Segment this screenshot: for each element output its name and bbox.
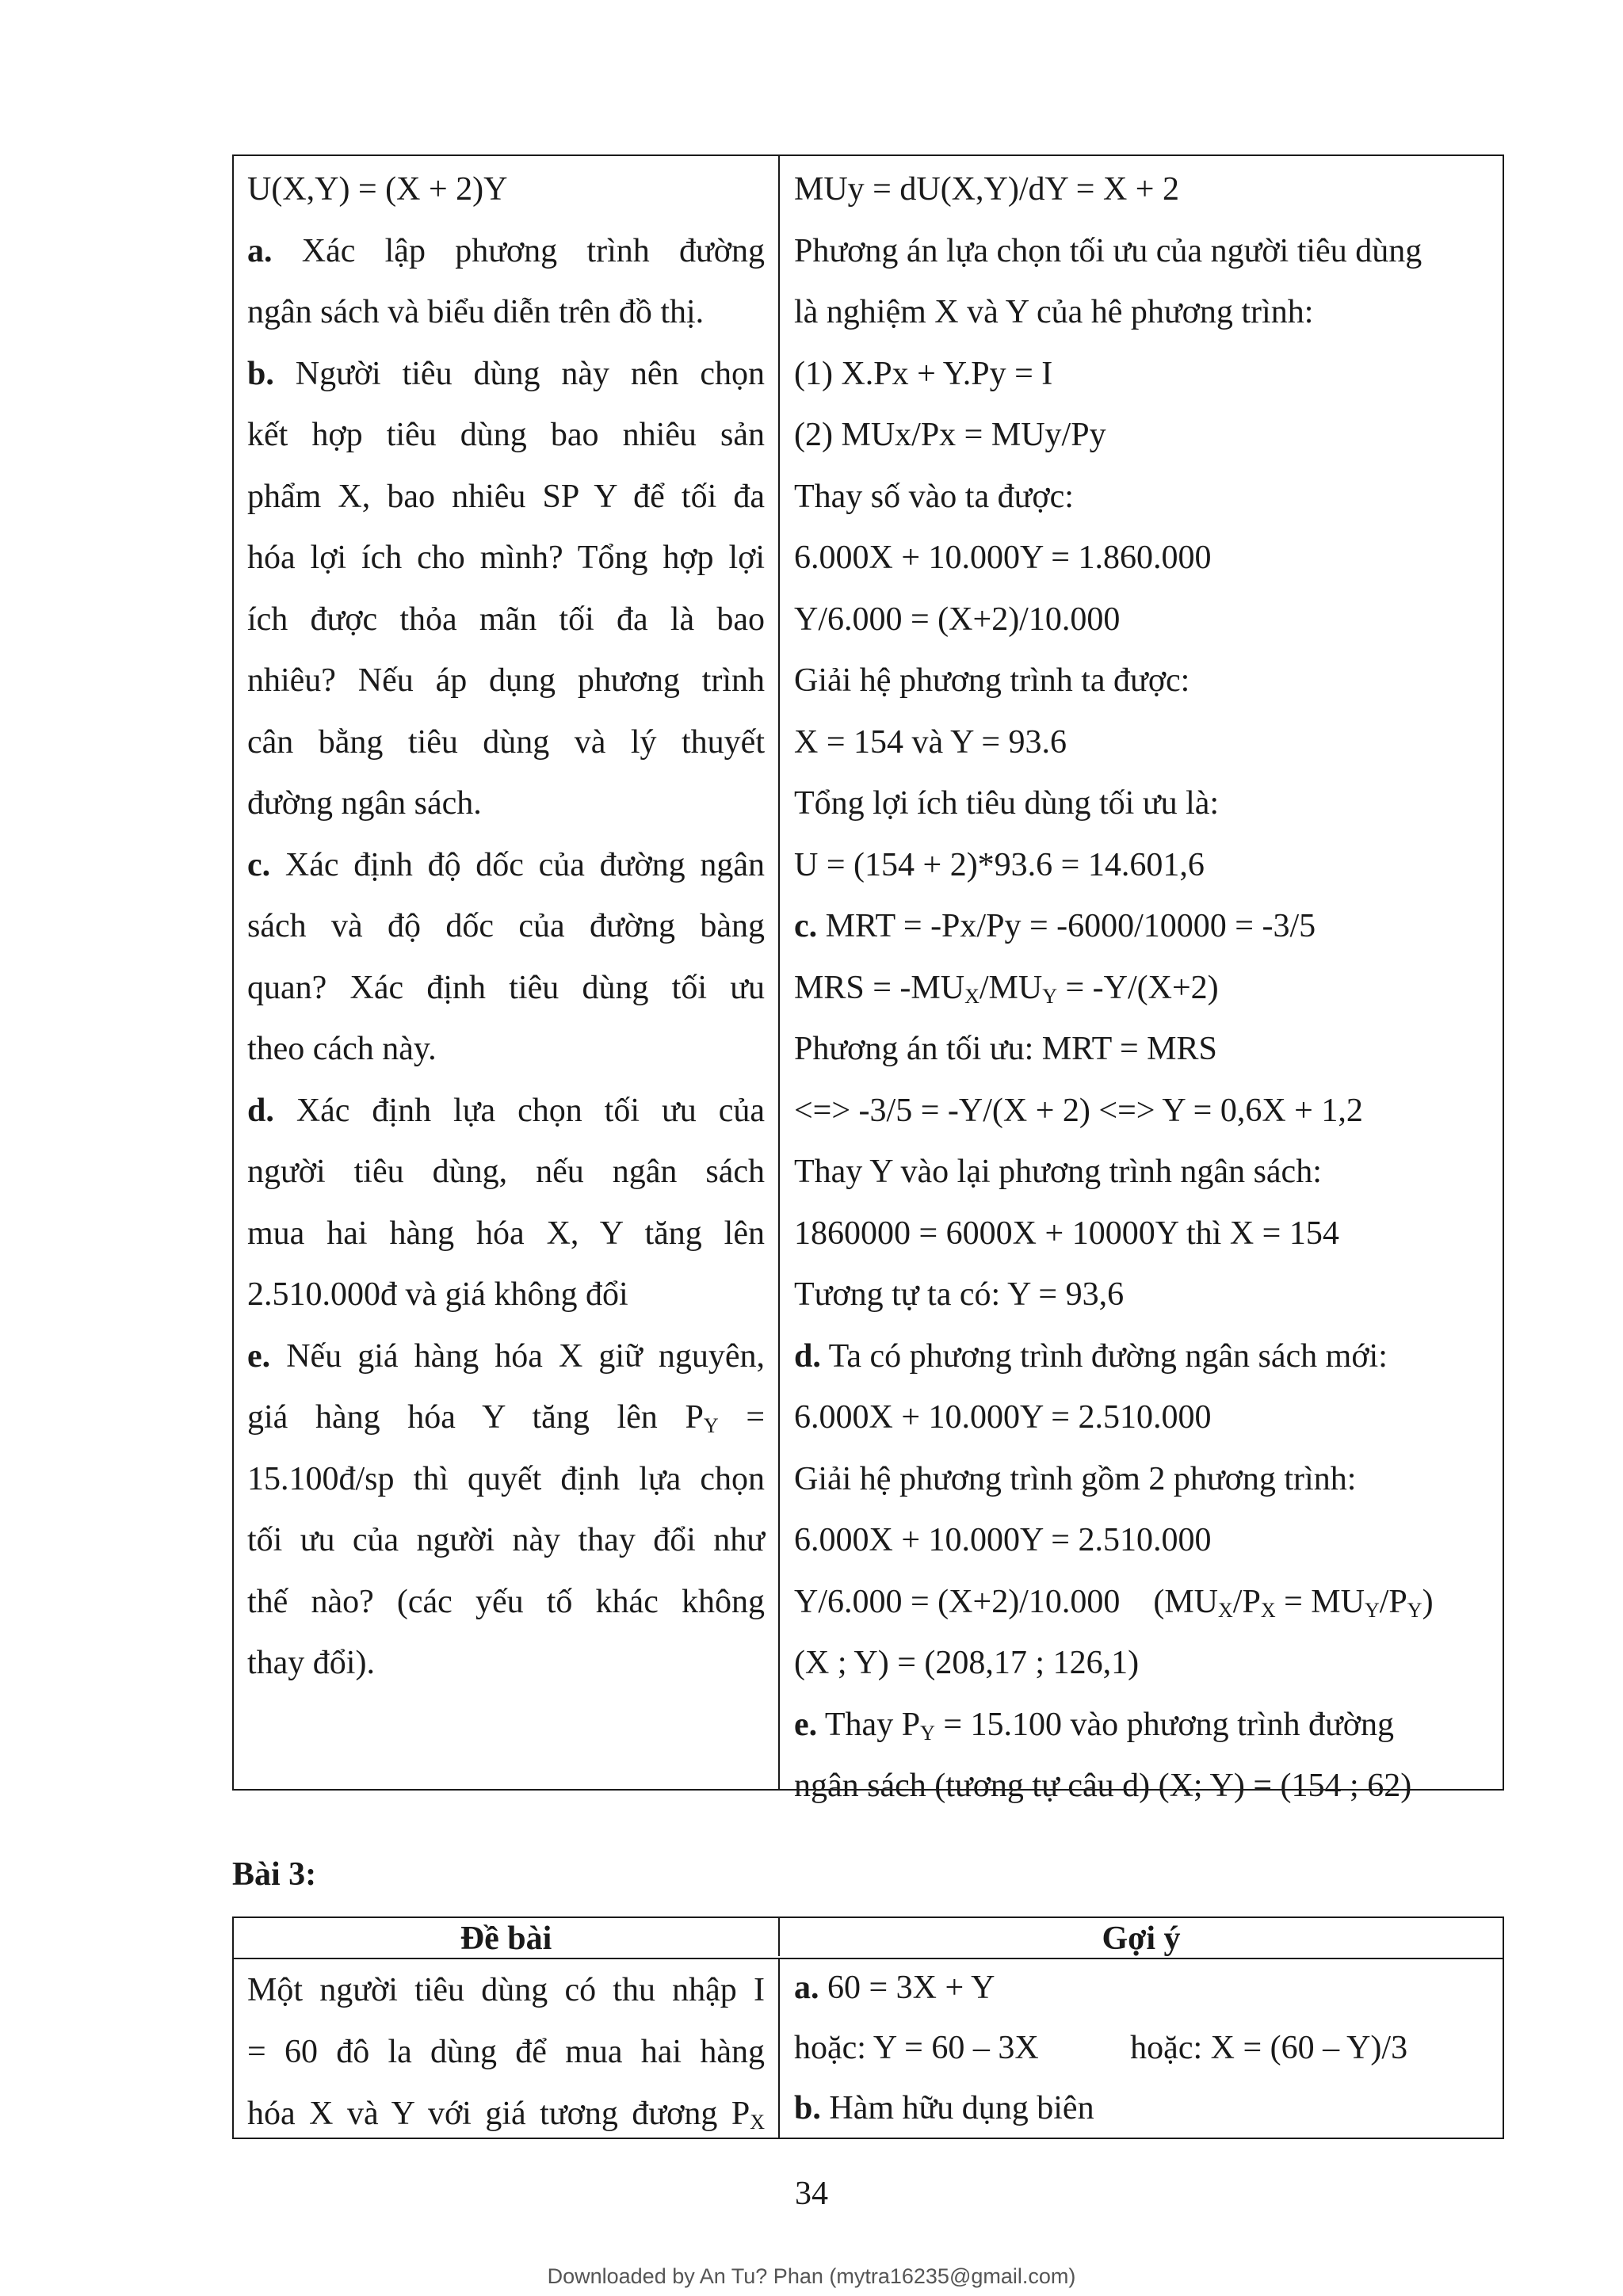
answer-line: Thay số vào ta được: bbox=[794, 478, 1074, 515]
answer-line: X = 154 và Y = 93.6 bbox=[794, 723, 1067, 761]
problem-line: Một người tiêu dùng có thu nhập I bbox=[247, 1972, 765, 2008]
question-e-line: 15.100đ/sp thì quyết định lựa chọn bbox=[247, 1460, 765, 1497]
utility-function: U(X,Y) = (X + 2)Y bbox=[247, 171, 508, 208]
question-b-line: phẩm X, bao nhiêu SP Y để tối đa bbox=[247, 478, 765, 515]
question-e-line: thế nào? (các yếu tố khác không bbox=[247, 1583, 765, 1620]
question-b-line: cân bằng tiêu dùng và lý thuyết bbox=[247, 723, 765, 761]
question-e-line: e. Nếu giá hàng hóa X giữ nguyên, bbox=[247, 1337, 765, 1375]
hint-a-line: a. 60 = 3X + Y bbox=[794, 1970, 995, 2006]
question-d-line: mua hai hàng hóa X, Y tăng lên bbox=[247, 1215, 765, 1252]
answer-line: (2) MUx/Px = MUy/Py bbox=[794, 417, 1106, 453]
answer-line: 1860000 = 6000X + 10000Y thì X = 154 bbox=[794, 1215, 1339, 1252]
problem-column bbox=[234, 1958, 780, 2138]
question-b-line: kết hợp tiêu dùng bao nhiêu sản bbox=[247, 417, 765, 453]
answer-d-line: d. Ta có phương trình đường ngân sách mới: bbox=[794, 1337, 1388, 1375]
question-e-line: tối ưu của người này thay đổi như bbox=[247, 1522, 765, 1558]
answer-line: MRS = $-MU_X/MU_Y = -Y/(X+2)$ bbox=[794, 969, 1219, 1008]
page-number: 34 bbox=[795, 2176, 828, 2212]
question-b-line: nhiêu? Nếu áp dụng phương trình bbox=[247, 662, 765, 699]
answer-line: Y/6.000 = (X+2)/10.000 bbox=[794, 601, 1121, 638]
answer-line: 6.000X + 10.000Y = 2.510.000 bbox=[794, 1399, 1212, 1436]
hint-b-line: b. Hàm hữu dụng biên bbox=[794, 2090, 1094, 2126]
answer-line: Y/6.000 = (X+2)/10.000 $(MU_X/P_X = MU_Y/P_Y)$ bbox=[794, 1583, 1434, 1622]
answer-line: <=> -3/5 = -Y/(X + 2) <=> Y = 0,6X + 1,2 bbox=[794, 1092, 1363, 1129]
answer-line: 6.000X + 10.000Y = 2.510.000 bbox=[794, 1522, 1212, 1558]
question-d-line: người tiêu dùng, nếu ngân sách bbox=[247, 1154, 765, 1190]
answer-line: U = (154 + 2)*93.6 = 14.601,6 bbox=[794, 846, 1205, 883]
question-d-line: d. Xác định lựa chọn tối ưu của bbox=[247, 1092, 765, 1129]
answer-line: Phương án lựa chọn tối ưu của người tiêu dùng bbox=[794, 232, 1423, 269]
question-c-line: quan? Xác định tiêu dùng tối ưu bbox=[247, 969, 765, 1006]
table-header-row bbox=[234, 1918, 1503, 1959]
answer-line: Giải hệ phương trình gồm 2 phương trình: bbox=[794, 1460, 1357, 1497]
question-c-line: sách và độ dốc của đường bàng bbox=[247, 908, 765, 944]
question-b-line: hóa lợi ích cho mình? Tổng hợp lợi bbox=[247, 540, 765, 576]
answer-line: Tổng lợi ích tiêu dùng tối ưu là: bbox=[794, 785, 1220, 822]
question-e-line: thay đổi). bbox=[247, 1645, 375, 1681]
question-b-line: b. Người tiêu dùng này nên chọn bbox=[247, 355, 765, 392]
answer-line: là nghiệm X và Y của hê phương trình: bbox=[794, 294, 1314, 330]
exercise-3-table bbox=[232, 1917, 1504, 2139]
problem-column bbox=[234, 156, 780, 1789]
hint-line: hoặc: Y = 60 – 3X hoặc: X = (60 – Y)/3 bbox=[794, 2030, 1408, 2066]
answer-line: (1) X.Px + Y.Py = I bbox=[794, 355, 1053, 392]
answer-line: MUy = dU(X,Y)/dY = X + 2 bbox=[794, 171, 1179, 208]
question-d-line: 2.510.000đ và giá không đổi bbox=[247, 1276, 628, 1313]
problem-line: = 60 đô la dùng để mua hai hàng bbox=[247, 2034, 765, 2070]
question-a-line: ngân sách và biểu diễn trên đồ thị. bbox=[247, 294, 705, 330]
answer-line: Giải hệ phương trình ta được: bbox=[794, 662, 1190, 699]
answer-line: (X ; Y) = (208,17 ; 126,1) bbox=[794, 1645, 1140, 1681]
download-footer: Downloaded by An Tu? Phan (mytra16235@gmail.com) bbox=[547, 2264, 1076, 2288]
answer-line: Phương án tối ưu: MRT = MRS bbox=[794, 1031, 1217, 1067]
answer-line: 6.000X + 10.000Y = 1.860.000 bbox=[794, 540, 1212, 576]
answer-column bbox=[780, 156, 1503, 1804]
header-goi-y: Gợi ý bbox=[1102, 1920, 1181, 1957]
question-b-line: ích được thỏa mãn tối đa là bao bbox=[247, 601, 765, 638]
question-e-line: giá hàng hóa Y tăng lên $P_Y$ = bbox=[247, 1399, 766, 1437]
answer-line: Tương tự ta có: Y = 93,6 bbox=[794, 1276, 1125, 1313]
solution-table bbox=[232, 154, 1504, 1804]
problem-line: hóa X và Y với giá tương đương $P_X$ bbox=[247, 2096, 765, 2134]
question-c-line: c. Xác định độ dốc của đường ngân bbox=[247, 846, 765, 883]
question-c-line: theo cách này. bbox=[247, 1031, 437, 1067]
answer-line: Thay Y vào lại phương trình ngân sách: bbox=[794, 1154, 1322, 1190]
question-a-line: a. Xác lập phương trình đường bbox=[247, 232, 765, 269]
answer-line: ngân sách (tương tự câu d) (X; Y) = (154 ; 62) bbox=[794, 1768, 1412, 1804]
section-heading: Bài 3: bbox=[232, 1856, 317, 1893]
hint-column bbox=[780, 1958, 1503, 2138]
answer-c-line: c. MRT = -Px/Py = -6000/10000 = -3/5 bbox=[794, 908, 1316, 944]
question-b-line: đường ngân sách. bbox=[247, 785, 482, 822]
answer-e-line: e. Thay $P_Y = 15.100$ vào phương trình đường bbox=[794, 1706, 1394, 1745]
header-de-bai: Đề bài bbox=[234, 1918, 780, 1956]
